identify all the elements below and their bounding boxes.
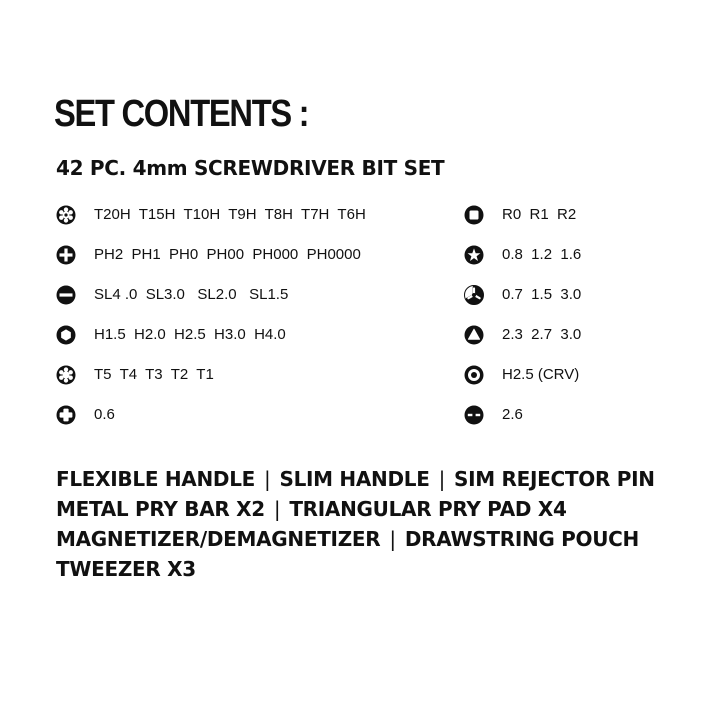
mid-slot-icon <box>464 405 484 425</box>
hex-icon <box>56 325 76 345</box>
bit-sizes: 2.6 <box>502 406 523 423</box>
separator: | <box>264 467 271 491</box>
hex-pin-icon <box>464 365 484 385</box>
pentalobe-icon <box>464 245 484 265</box>
triangle-icon <box>464 325 484 345</box>
accessory-line <box>56 464 655 494</box>
accessory-item: TWEEZER X3 <box>56 557 196 581</box>
separator: | <box>438 467 446 491</box>
accessory-list <box>56 464 655 584</box>
bit-row <box>56 285 366 325</box>
bit-sizes: PH2 PH1 PH0 PH00 PH000 PH0000 <box>94 246 361 263</box>
page-title: SET CONTENTS : <box>54 93 309 135</box>
accessory-item: TRIANGULAR PRY PAD X4 <box>289 497 567 521</box>
bit-sizes: 2.3 2.7 3.0 <box>502 326 582 343</box>
y-tri-wing-icon <box>464 285 484 305</box>
bit-row <box>56 245 366 285</box>
accessory-item: SIM REJECTOR PIN <box>454 467 655 491</box>
bit-row <box>464 285 581 325</box>
bit-sizes: 0.7 1.5 3.0 <box>502 286 582 303</box>
torx-security-icon <box>56 205 76 225</box>
bit-column-right <box>464 205 581 445</box>
bit-set-heading: 42 PC. 4mm SCREWDRIVER BIT SET <box>56 156 445 180</box>
accessory-line <box>56 494 655 524</box>
bit-sizes: R0 R1 R2 <box>502 206 577 223</box>
bit-sizes: T5 T4 T3 T2 T1 <box>94 366 214 383</box>
phillips-icon <box>56 245 76 265</box>
accessory-item: DRAWSTRING POUCH <box>404 527 639 551</box>
accessory-item: METAL PRY BAR X2 <box>56 497 265 521</box>
bit-row <box>56 405 366 445</box>
separator: | <box>273 497 281 521</box>
bit-sizes: 0.8 1.2 1.6 <box>502 246 582 263</box>
accessory-line <box>56 524 655 554</box>
bit-row <box>464 365 581 405</box>
bit-row <box>56 365 366 405</box>
accessory-line <box>56 554 655 584</box>
bit-sizes: H1.5 H2.0 H2.5 H3.0 H4.0 <box>94 326 286 343</box>
torx-icon <box>56 365 76 385</box>
accessory-item: MAGNETIZER/DEMAGNETIZER <box>56 527 381 551</box>
bit-row <box>464 205 581 245</box>
bit-row <box>56 325 366 365</box>
bit-row <box>56 205 366 245</box>
bit-sizes: T20H T15H T10H T9H T8H T7H T6H <box>94 206 366 223</box>
accessory-item: FLEXIBLE HANDLE <box>56 467 256 491</box>
bit-sizes: SL4 .0 SL3.0 SL2.0 SL1.5 <box>94 286 289 303</box>
separator: | <box>389 527 396 551</box>
bit-row <box>464 245 581 285</box>
bit-sizes: H2.5 (CRV) <box>502 366 580 383</box>
bit-row <box>464 405 581 445</box>
accessory-item: SLIM HANDLE <box>279 467 430 491</box>
bit-row <box>464 325 581 365</box>
cross-icon <box>56 405 76 425</box>
bit-column-left <box>56 205 366 445</box>
bit-sizes: 0.6 <box>94 406 115 423</box>
square-icon <box>464 205 484 225</box>
slotted-icon <box>56 285 76 305</box>
